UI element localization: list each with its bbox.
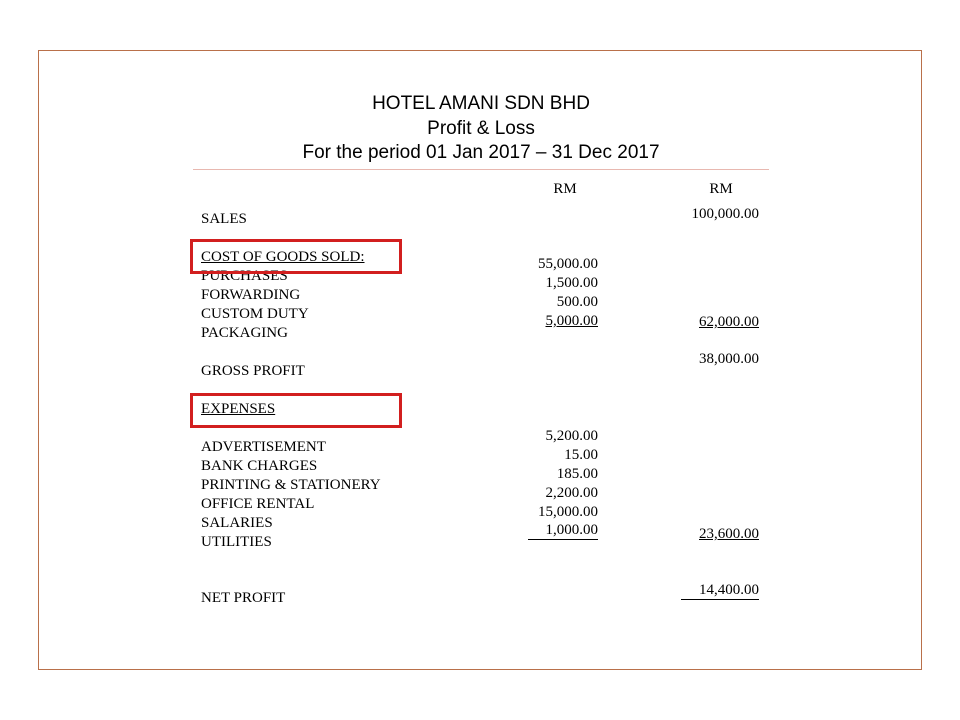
expenses-total (640, 525, 759, 544)
cogs-item-amount: 1,500.00 (545, 275, 598, 291)
gross-profit-total: 38,000.00 (699, 351, 759, 367)
cogs-highlight-box (190, 239, 402, 274)
cogs-total (640, 313, 759, 332)
column-header-1: RM (553, 181, 577, 197)
column-header-2: RM (709, 181, 733, 197)
expense-item-amount: 5,200.00 (545, 428, 598, 444)
cogs-item-label: CUSTOM DUTY (201, 306, 309, 322)
expense-item-amount: 15,000.00 (538, 504, 598, 520)
cogs-item-amount (528, 312, 598, 331)
expense-item-amount: 15.00 (564, 447, 598, 463)
cogs-item-label: FORWARDING (201, 287, 301, 303)
cogs-heading: COST OF GOODS SOLD: (201, 249, 365, 265)
expense-item-label: PRINTING & STATIONERY (201, 477, 381, 493)
cogs-item-label: PACKAGING (201, 325, 288, 341)
title-divider (193, 169, 769, 170)
net-profit-label: NET PROFIT (201, 590, 286, 606)
expense-last-amount: 1,000.00 (528, 522, 598, 540)
expenses-heading: EXPENSES (201, 401, 276, 417)
expense-item-label: UTILITIES (201, 534, 272, 550)
expenses-total-value: 23,600.00 (699, 526, 759, 542)
sales-total: 100,000.00 (691, 206, 759, 222)
cogs-item-amount: 500.00 (556, 294, 598, 310)
expense-item-label: OFFICE RENTAL (201, 496, 315, 512)
cogs-total-value: 62,000.00 (699, 314, 759, 330)
expense-item-amount: 185.00 (556, 466, 598, 482)
gross-profit-label: GROSS PROFIT (201, 363, 305, 379)
cogs-item-amount: 55,000.00 (538, 256, 598, 272)
cogs-last-amount: 5,000.00 (545, 313, 598, 329)
net-profit-total: 14,400.00 (681, 582, 759, 600)
company-name: HOTEL AMANI SDN BHD (372, 93, 590, 114)
expense-item-amount: 2,200.00 (545, 485, 598, 501)
statement-period: For the period 01 Jan 2017 – 31 Dec 2017 (302, 142, 660, 163)
expense-item-label: ADVERTISEMENT (201, 439, 326, 455)
expense-item-label: BANK CHARGES (201, 458, 318, 474)
cogs-item-label: PURCHASES (201, 268, 288, 284)
statement-title: Profit & Loss (427, 118, 535, 139)
sales-label: SALES (201, 211, 247, 227)
expense-item-label: SALARIES (201, 515, 273, 531)
expenses-highlight-box (190, 393, 402, 428)
